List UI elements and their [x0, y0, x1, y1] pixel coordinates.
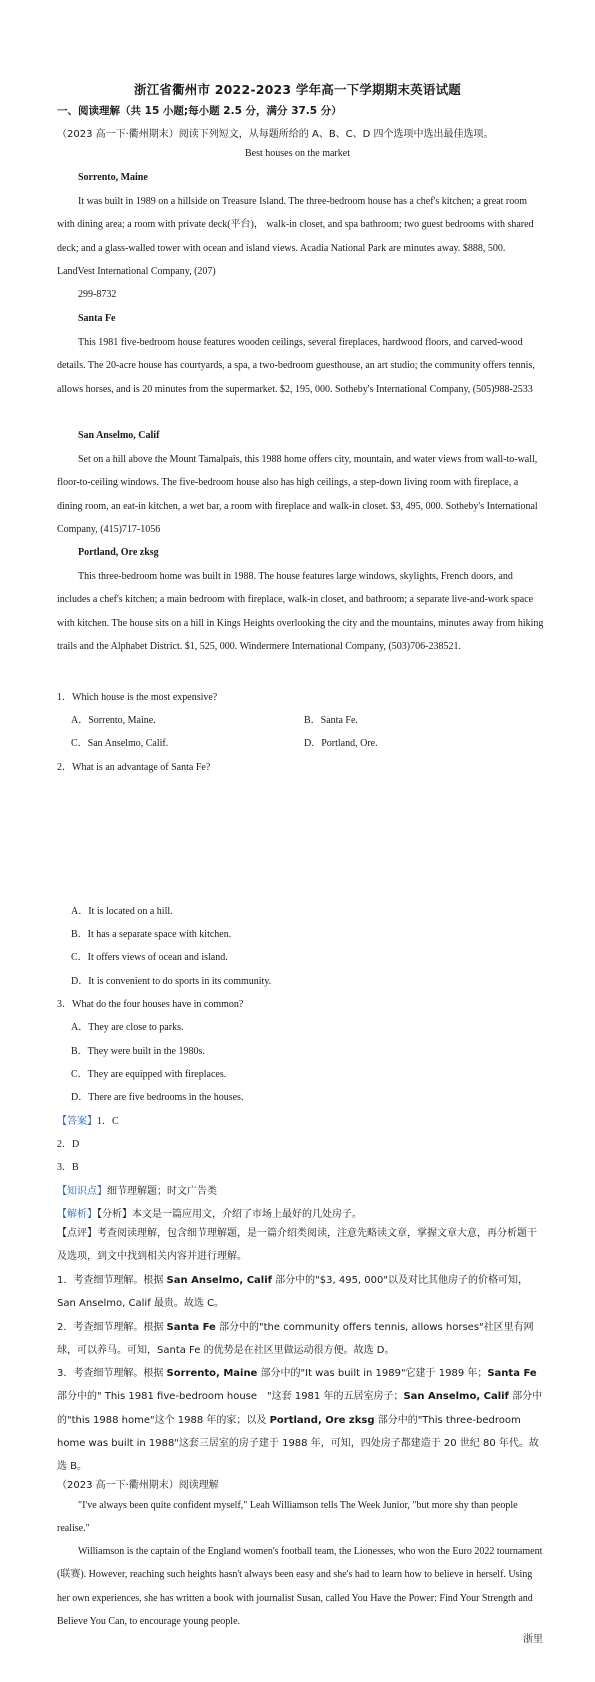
answer-2: 2．D	[57, 1139, 80, 1150]
question-1-option-c[interactable]: C．San Anselmo, Calif.	[71, 738, 169, 749]
house-phone-continued: 299-8732	[78, 289, 117, 300]
house-text-santa-fe: This 1981 five-bedroom house features wooden ceilings, several fireplaces, hardwood floors, and carved-wood details. The 20-acre house has courtyards, a spa, a two-bedroom guesthouse, an art studio; the community offers tennis, allows horses, and is 20 minutes from the supermarket. $2, 195, 000. Sotheby's International Company, (505)988-2533	[57, 337, 535, 395]
instructions: （2023 高一下·衢州期末）阅读下列短文，从每题所给的 A、B、C、D 四个选项中选出最佳选项。	[57, 129, 494, 140]
question-3-option-c[interactable]: C．They are equipped with fireplaces.	[71, 1069, 227, 1080]
house-heading-san-anselmo: San Anselmo, Calif	[78, 430, 160, 441]
explanation-2-intro: 2．考查细节理解。根据	[57, 1322, 167, 1333]
question-3-option-b[interactable]: B．They were built in the 1980s.	[71, 1046, 205, 1057]
footer-watermark: 浙里	[523, 1634, 543, 1645]
explanation-1-intro: 1．考查细节理解。根据	[57, 1275, 167, 1286]
explanation-3-part-3: 部分中的"this 1988 home"这个 1988 年的家；以及	[57, 1391, 543, 1426]
knowledge-point	[57, 1182, 217, 1197]
answer-label: 【答案】	[57, 1116, 97, 1127]
explanation-3-part-4: 部分中的"This three-bedroom home was built in 1988"这套三居室的房子建于 1988 年，可知，四处房子都建造于 20 世纪 80 年代。故选 B。	[57, 1414, 539, 1473]
house-heading-portland: Portland, Ore zksg	[78, 547, 159, 558]
explanation-2	[57, 1316, 545, 1363]
explanation-3-house-1: Sorrento, Maine	[166, 1368, 258, 1379]
passage-title: Best houses on the market	[245, 148, 350, 159]
explanation-2-house: Santa Fe	[166, 1322, 216, 1333]
house-text-san-anselmo: Set on a hill above the Mount Tamalpais, this 1988 home offers city, mountain, and water views from wall-to-wall, floor-to-ceiling windows. The five-bedroom house also has high ceilings, a step-down living room with fireplace, a dining room, an eat-in kitchen, a wet bar, a room with fireplace and walk-in closet. $3, 495, 000. Sotheby's International Company, (415)717-1056	[57, 454, 538, 535]
comment-text: 考查阅读理解，包含细节理解题，是一篇介绍类阅读，注意先略读文章，掌握文章大意，再分析题干及选项，到文中找到相关内容并进行理解。	[57, 1228, 537, 1263]
question-2-option-b[interactable]: B．It has a separate space with kitchen.	[71, 929, 232, 940]
explanation-3-house-4: Portland, Ore zksg	[269, 1414, 375, 1426]
house-text-sorrento: It was built in 1989 on a hillside on Treasure Island. The three-bedroom house has a chef's kitchen; a great room with dining area; a room with private deck(平台)， walk-in closet, and spa bathroom; two guest bedrooms with shared deck; and a glass-walled tower with ocean and island views. Acadia National Park are minutes away. $888, 500. LandVest International Company, (207)	[57, 196, 534, 277]
answer-3: 3．B	[57, 1162, 79, 1173]
explanation-1	[57, 1269, 545, 1316]
answer-1: 1．C	[97, 1116, 119, 1127]
knowledge-label: 【知识点】	[57, 1186, 107, 1197]
analysis-label: 【解析】	[57, 1209, 97, 1220]
explanation-3-house-2: Santa Fe	[487, 1368, 537, 1379]
question-1-option-a[interactable]: A．Sorrento, Maine.	[71, 715, 156, 726]
question-1-option-d[interactable]: D．Portland, Ore.	[304, 738, 378, 749]
explanation-3-part-1: 部分中的"It was built in 1989"它建于 1989 年；	[257, 1368, 488, 1379]
question-2-option-a[interactable]: A．It is located on a hill.	[71, 906, 173, 917]
house-text-portland: This three-bedroom home was built in 1988. The house features large windows, skylights, French doors, and includes a chef's kitchen; a main bedroom with fireplace, walk-in closet, and bathroom; a separate live-and-work space with kitchen. The house sits on a hill in Kings Heights overlooking the city and the mountains, minutes away from hiking trails and the Alphabet District. $1, 525, 000. Windermere International Company, (503)706-238521.	[57, 571, 544, 652]
question-1-option-b[interactable]: B．Santa Fe.	[304, 715, 358, 726]
question-3-stem: 3．What do the four houses have in common?	[57, 999, 244, 1010]
explanation-2-body: 部分中的"the community offers tennis, allows horses"社区里有网球，可以养马。可知，Santa Fe 的优势是在社区里做运动很方便。故选 D。	[57, 1322, 534, 1357]
question-2-option-c[interactable]: C．It offers views of ocean and island.	[71, 952, 228, 963]
house-heading-santa-fe: Santa Fe	[78, 313, 116, 324]
explanation-1-body: 部分中的"$3, 495, 000"以及对比其他房子的价格可知，San Anselmo, Calif 最贵。故选 C。	[57, 1275, 528, 1310]
explanation-3-house-3: San Anselmo, Calif	[403, 1391, 509, 1403]
question-1-stem: 1．Which house is the most expensive?	[57, 692, 218, 703]
answer-line	[57, 1112, 119, 1127]
passage-2-paragraph-1: "I've always been quite confident myself," Leah Williamson tells The Week Junior, "but more shy than people realise."	[57, 1500, 518, 1535]
passage-2-intro: （2023 高一下·衢州期末）阅读理解	[57, 1480, 219, 1491]
explanation-3-part-2: 部分中的" This 1981 five-bedroom house "这套 1981 年的五居室房子；	[57, 1391, 404, 1403]
comment-label: 【点评】	[57, 1228, 97, 1239]
page-title: 浙江省衢州市 2022-2023 学年高一下学期期末英语试题	[134, 82, 461, 97]
house-heading-sorrento: Sorrento, Maine	[78, 172, 148, 183]
section-heading: 一、阅读理解（共 15 小题;每小题 2.5 分，满分 37.5 分）	[57, 105, 342, 117]
question-3-option-d[interactable]: D．There are five bedrooms in the houses.	[71, 1092, 244, 1103]
explanation-3	[57, 1362, 545, 1478]
question-2-option-d[interactable]: D．It is convenient to do sports in its community.	[71, 976, 272, 987]
explanation-1-house: San Anselmo, Calif	[166, 1275, 272, 1286]
question-2-stem: 2．What is an advantage of Santa Fe?	[57, 762, 211, 773]
knowledge-text: 细节理解题；时文广告类	[107, 1186, 217, 1197]
explanation-3-intro: 3．考查细节理解。根据	[57, 1368, 167, 1379]
analysis-text: 【分析】本文是一篇应用文，介绍了市场上最好的几处房子。	[97, 1209, 362, 1220]
comment	[57, 1222, 545, 1269]
analysis	[57, 1205, 362, 1220]
question-3-option-a[interactable]: A．They are close to parks.	[71, 1022, 184, 1033]
passage-2-paragraph-2: Williamson is the captain of the England women's football team, the Lionesses, who won the Euro 2022 tournament (联赛). However, reaching such heights hasn't always been easy and she's had to learn how to believe in herself. Using her own experiences, she has written a book with journalist Susan, called You Have the Power: Find Your Strength and Believe You Can, to encourage young people.	[57, 1546, 543, 1627]
